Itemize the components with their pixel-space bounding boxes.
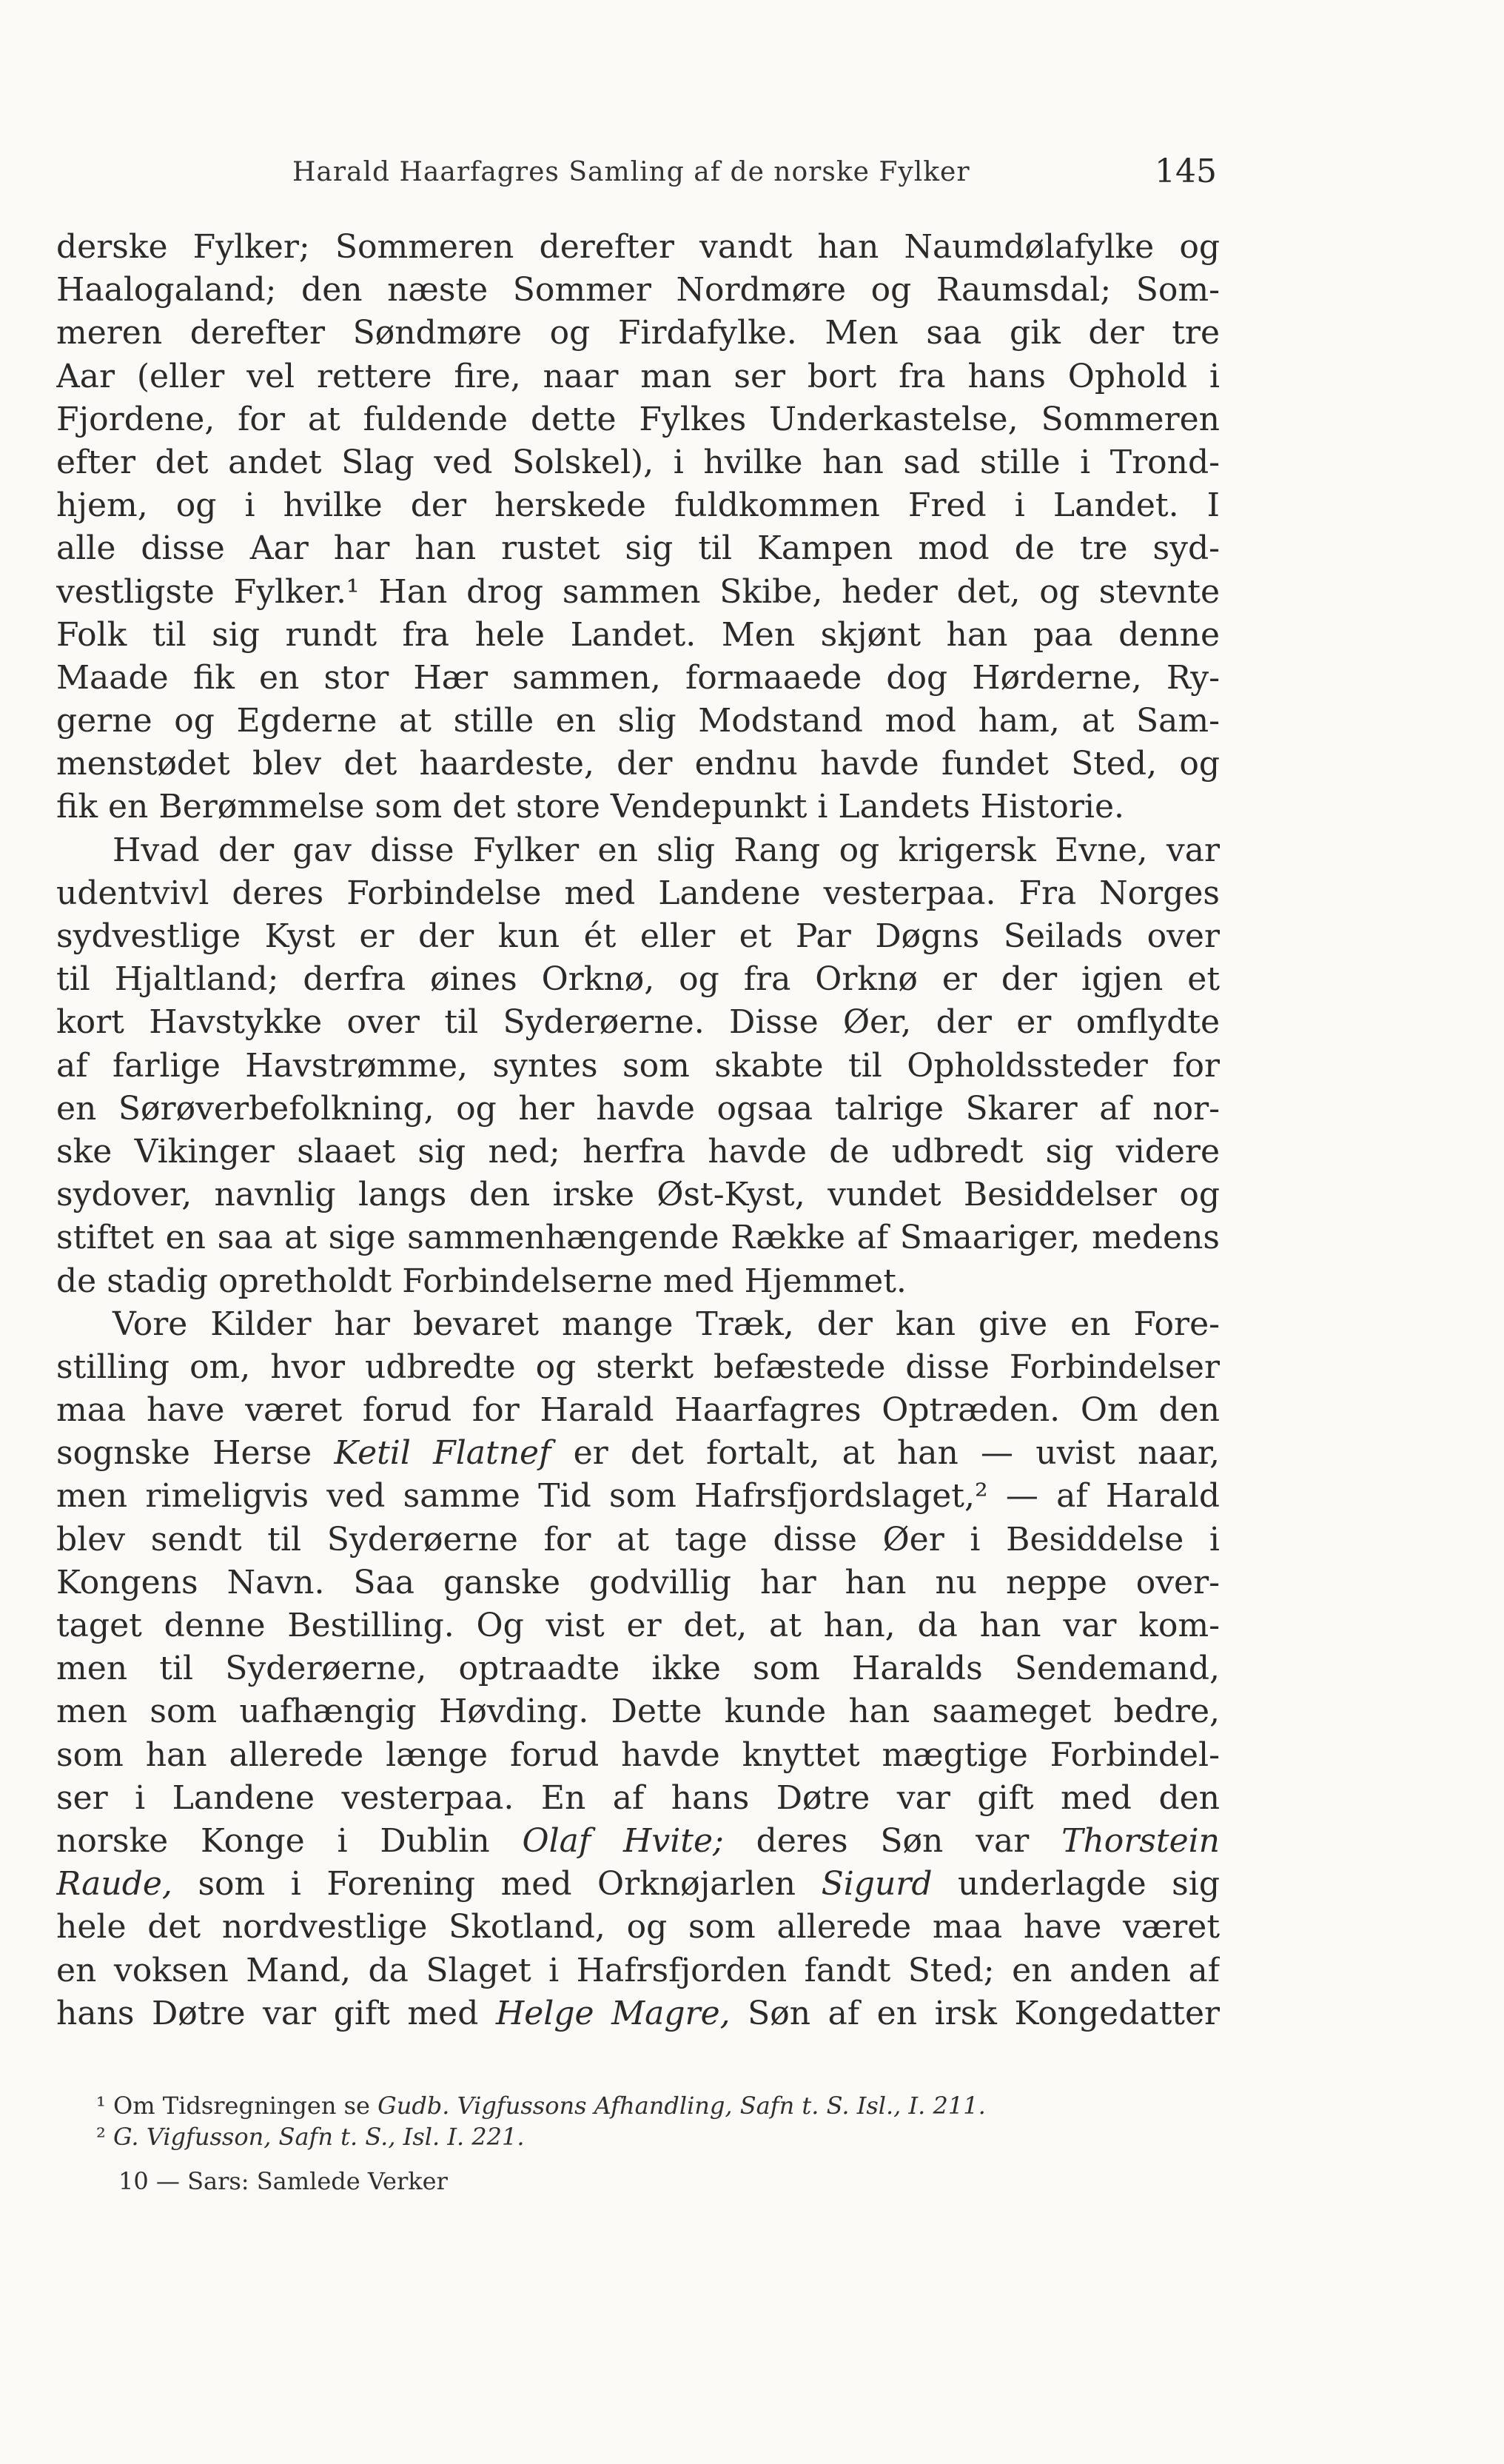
running-title: Harald Haarfagres Samling af de norske Fylker [292, 157, 970, 187]
text-line: gerne og Egderne at stille en slig Modstand mod ham, at Sam- [56, 702, 1220, 740]
text-line: som han allerede længe forud havde knyttet mægtige Forbindel- [56, 1735, 1220, 1774]
person-name: Olaf Hvite; [522, 1821, 724, 1860]
text-line: en voksen Mand, da Slaget i Hafrsfjorden fandt Sted; en anden af [56, 1951, 1220, 1989]
text-line: af farlige Havstrømme, syntes som skabte til Opholdssteder for [56, 1046, 1220, 1085]
person-name: Sigurd [821, 1865, 933, 1904]
text-line: Haalogaland; den næste Sommer Nordmøre og Raumsdal; Som- [56, 271, 1220, 309]
body-text [56, 226, 1220, 2035]
person-name: Thorstein [1061, 1821, 1220, 1860]
text-line: sydover, navnlig langs den irske Øst-Kyst, vundet Besiddelser og [56, 1176, 1220, 1214]
text-line: men som uafhængig Høvding. Dette kunde han saameget bedre, [56, 1693, 1220, 1731]
text-line: meren derefter Søndmøre og Firdafylke. Men saa gik der tre [56, 314, 1220, 352]
text-line: hele det nordvestlige Skotland, og som allerede maa have været [56, 1908, 1220, 1946]
text-line: maa have været forud for Harald Haarfagres Optræden. Om den [56, 1391, 1220, 1430]
person-name: Raude, [56, 1865, 172, 1904]
text-line: udentvivl deres Forbindelse med Landene vesterpaa. Fra Norges [56, 874, 1220, 912]
text-line: Aar (eller vel rettere fire, naar man ser bort fra hans Ophold i [56, 357, 1220, 395]
text-line: Folk til sig rundt fra hele Landet. Men skjønt han paa denne [56, 615, 1220, 654]
person-name: Ketil Flatnef [334, 1434, 551, 1473]
text-line: Kongens Navn. Saa ganske godvillig har han nu neppe over- [56, 1563, 1220, 1601]
text-line: taget denne Bestilling. Og vist er det, at han, da han var kom- [56, 1607, 1220, 1644]
text-line: Raude, som i Forening med Orknøjarlen Sigurd underlagde sig [56, 1865, 1220, 1904]
text-line: hjem, og i hvilke der herskede fuldkommen Fred i Landet. I [56, 486, 1220, 525]
footnote-1: ¹ Om Tidsregningen se Gudb. Vigfussons Afhandling, Safn t. S. Isl., I. 211. [96, 2092, 986, 2120]
text-line: men rimeligvis ved samme Tid som Hafrsfjordslaget,² — af Harald [56, 1477, 1220, 1516]
text-line: kort Havstykke over til Syderøerne. Disse Øer, der er omflydte [56, 1003, 1220, 1042]
text-line: Hvad der gav disse Fylker en slig Rang og krigersk Evne, var [113, 831, 1220, 869]
text-line: stilling om, hvor udbredte og sterkt befæstede disse Forbindelser [56, 1348, 1220, 1386]
text-line: Fjordene, for at fuldende dette Fylkes Underkastelse, Sommeren [56, 400, 1220, 438]
text-line: ske Vikinger slaaet sig ned; herfra havde de udbredt sig videre [56, 1132, 1220, 1171]
text-line: til Hjaltland; derfra øines Orknø, og fra Orknø er der igjen et [56, 960, 1220, 999]
person-name: Helge Magre, [495, 1994, 731, 2032]
page-number: 145 [1155, 153, 1217, 190]
text-line: en Sørøverbefolkning, og her havde ogsaa talrige Skarer af nor- [56, 1089, 1220, 1128]
text-line: derske Fylker; Sommeren derefter vandt han Naumdølafylke og [56, 228, 1220, 266]
text-line: sognske Herse Ketil Flatnef er det fortalt, at han — uvist naar, [56, 1434, 1220, 1473]
text-line: menstødet blev det haardeste, der endnu havde fundet Sted, og [56, 745, 1220, 783]
text-line: fik en Berømmelse som det store Vendepunkt i Landets Historie. [56, 788, 1124, 826]
text-line: Maade fik en stor Hær sammen, formaaede dog Hørderne, Ry- [56, 658, 1220, 697]
text-line: de stadig opretholdt Forbindelserne med Hjemmet. [56, 1262, 907, 1300]
text-line: blev sendt til Syderøerne for at tage disse Øer i Besiddelse i [56, 1520, 1220, 1559]
footnote-2: ² G. Vigfusson, Safn t. S., Isl. I. 221. [96, 2123, 525, 2151]
text-line: norske Konge i Dublin Olaf Hvite; deres Søn var Thorstein [56, 1821, 1220, 1860]
text-line: stiftet en saa at sige sammenhængende Række af Smaariger, medens [56, 1219, 1220, 1257]
footnotes [96, 2090, 1206, 2152]
text-line: alle disse Aar har han rustet sig til Kampen mod de tre syd- [56, 529, 1220, 568]
text-line: vestligste Fylker.¹ Han drog sammen Skibe, heder det, og stevnte [56, 572, 1220, 611]
text-line: efter det andet Slag ved Solskel), i hvilke han sad stille i Trond- [56, 443, 1220, 481]
signature-line: 10 — Sars: Samlede Verker [118, 2167, 448, 2195]
text-line: ser i Landene vesterpaa. En af hans Døtre var gift med den [56, 1778, 1220, 1817]
text-line: Vore Kilder har bevaret mange Træk, der kan give en Fore- [113, 1305, 1220, 1343]
text-line: sydvestlige Kyst er der kun ét eller et Par Døgns Seilads over [56, 917, 1220, 955]
text-line: hans Døtre var gift med Helge Magre, Søn af en irsk Kongedatter [56, 1994, 1220, 2032]
text-line: men til Syderøerne, optraadte ikke som Haralds Sendemand, [56, 1650, 1220, 1688]
